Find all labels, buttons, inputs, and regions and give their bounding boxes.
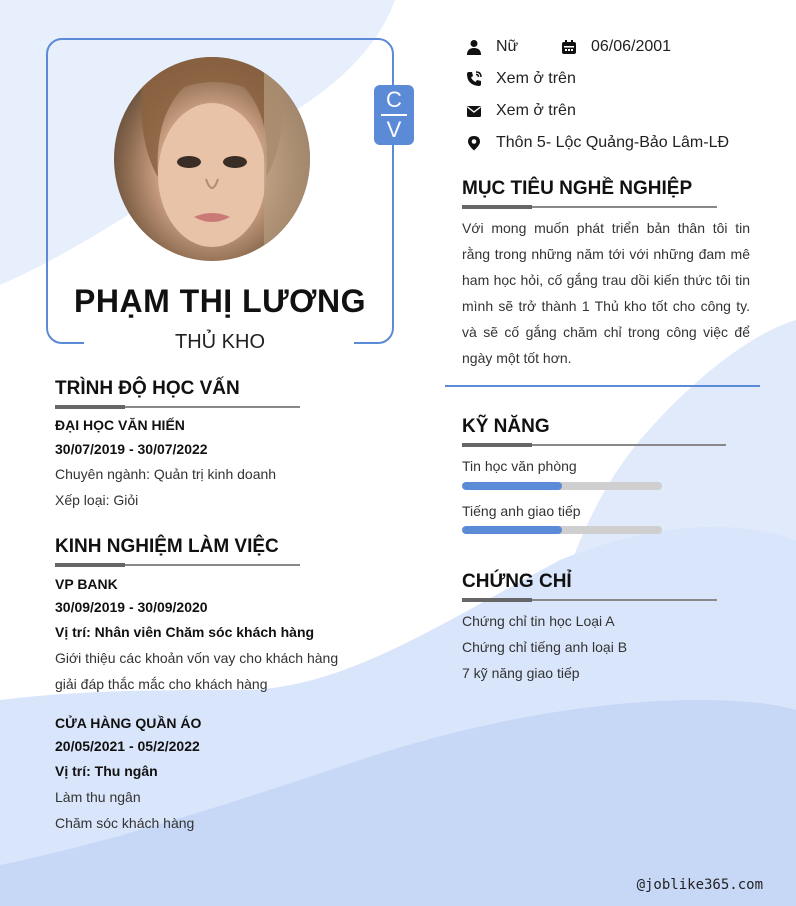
job-dates: 30/09/2019 - 30/09/2020 — [55, 599, 208, 615]
gender-value: Nữ — [496, 38, 519, 55]
email-value: Xem ở trên — [496, 102, 576, 119]
objective-text: Với mong muốn phát triển bản thân tôi tin rằng trong những năm tới với những đam mê ham học hỏi, cố gắng trau dồi kiến thức tôi tin mình sẽ trở thành 1 Thủ kho tốt cho công ty. và sẽ cố gắng chăm chỉ trong công việc để ngày một tốt hơn. — [462, 220, 750, 366]
job-position: Vị trí: Thu ngân — [55, 763, 158, 779]
candidate-name: PHẠM THỊ LƯƠNG — [74, 283, 366, 319]
skill-bar — [462, 482, 662, 490]
cv-badge-separator — [381, 114, 407, 116]
phone-value: Xem ở trên — [496, 70, 576, 87]
experience-rule — [55, 564, 300, 566]
certificate-item: Chứng chỉ tin học Loại A — [462, 613, 615, 629]
job-description: Chăm sóc khách hàng — [55, 815, 195, 831]
certificate-item: 7 kỹ năng giao tiếp — [462, 665, 580, 681]
skill-name: Tiếng anh giao tiếp — [462, 503, 581, 519]
section-divider — [445, 385, 760, 387]
education-school: ĐẠI HỌC VĂN HIẾN — [55, 417, 185, 433]
education-dates: 30/07/2019 - 30/07/2022 — [55, 441, 208, 457]
envelope-icon — [466, 103, 482, 119]
cv-badge — [374, 85, 414, 145]
skill-name: Tin học văn phòng — [462, 458, 577, 474]
certificate-item: Chứng chỉ tiếng anh loại B — [462, 639, 628, 655]
avatar — [114, 57, 310, 261]
job-dates: 20/05/2021 - 05/2/2022 — [55, 738, 200, 754]
certificates-rule — [462, 599, 717, 601]
skills-title: KỸ NĂNG — [462, 416, 550, 437]
contact-birthday — [561, 38, 671, 56]
job-description: Giới thiệu các khoản vốn vay cho khách hàng — [55, 650, 339, 666]
education-grade: Xếp loại: Giỏi — [55, 492, 139, 508]
education-major: Chuyên ngành: Quản trị kinh doanh — [55, 466, 277, 482]
job-company: VP BANK — [55, 576, 118, 592]
job-position: Vị trí: Nhân viên Chăm sóc khách hàng — [55, 624, 315, 640]
certificates-title: CHỨNG CHỈ — [462, 571, 572, 592]
address-value: Thôn 5- Lộc Quảng-Bảo Lâm-LĐ — [496, 134, 730, 151]
education-title: TRÌNH ĐỘ HỌC VẤN — [55, 378, 240, 399]
calendar-icon — [561, 39, 577, 55]
skill-bar — [462, 526, 662, 534]
watermark: @joblike365.com — [636, 877, 763, 893]
contact-email — [466, 102, 576, 120]
location-pin-icon — [466, 135, 482, 151]
contact-gender — [466, 38, 518, 56]
skill-bar-fill — [462, 526, 562, 534]
job-description: Làm thu ngân — [55, 789, 141, 805]
education-rule — [55, 406, 300, 408]
phone-icon — [466, 71, 482, 87]
person-icon — [466, 39, 482, 55]
objective-rule — [462, 206, 717, 208]
contact-phone — [466, 70, 576, 88]
contact-address — [466, 134, 729, 152]
job-title: THỦ KHO — [175, 331, 265, 353]
cv-badge-bottom: V — [386, 117, 402, 142]
job-description: giải đáp thắc mắc cho khách hàng — [55, 676, 268, 692]
skill-bar-fill — [462, 482, 562, 490]
job-company: CỬA HÀNG QUẦN ÁO — [55, 715, 202, 731]
cv-badge-top: C — [386, 87, 402, 112]
experience-title: KINH NGHIỆM LÀM VIỆC — [55, 536, 279, 557]
birthday-value: 06/06/2001 — [591, 38, 672, 55]
skills-rule — [462, 444, 726, 446]
objective-title: MỤC TIÊU NGHỀ NGHIỆP — [462, 178, 693, 199]
